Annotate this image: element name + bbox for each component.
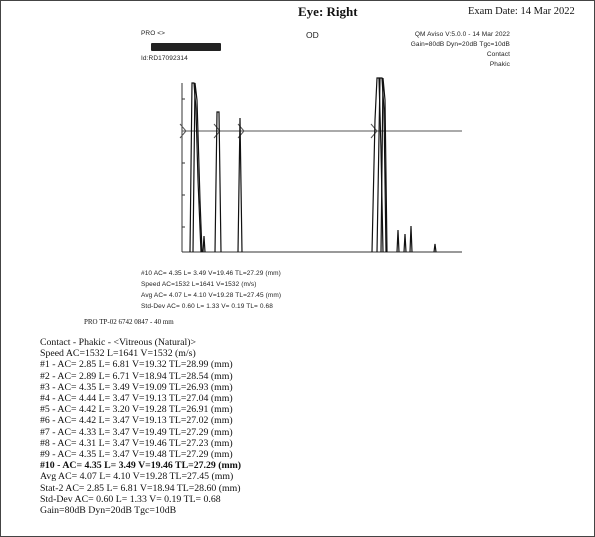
scan-summary-stddev: Std-Dev AC= 0.60 L= 1.33 V= 0.19 TL= 0.68 bbox=[141, 303, 273, 310]
device-lens: Phakic bbox=[489, 61, 510, 68]
scan-summary-avg: Avg AC= 4.07 L= 4.10 V=19.28 TL=27.45 (mm) bbox=[141, 292, 282, 299]
result-row: #6 - AC= 4.42 L= 3.47 V=19.13 TL=27.02 (mm) bbox=[40, 415, 233, 427]
measurement-results bbox=[40, 337, 241, 516]
patient-name-prefix: PRO <> bbox=[141, 30, 166, 37]
echo-spikes bbox=[190, 78, 436, 252]
result-row: Stat-2 AC= 2.85 L= 6.81 V=18.94 TL=28.60 (mm) bbox=[40, 482, 241, 494]
result-row: #7 - AC= 4.33 L= 3.47 V=19.49 TL=27.29 (mm) bbox=[40, 426, 233, 438]
device-mode: Contact bbox=[486, 51, 510, 58]
device-gain: Gain=80dB Dyn=20dB Tgc=10dB bbox=[410, 41, 510, 48]
scan-summary-measure: #10 AC= 4.35 L= 3.49 V=19.46 TL=27.29 (mm) bbox=[141, 270, 281, 277]
result-row: #5 - AC= 4.42 L= 3.20 V=19.28 TL=26.91 (mm) bbox=[40, 404, 233, 416]
result-row: Speed AC=1532 L=1641 V=1532 (m/s) bbox=[40, 348, 196, 360]
result-row: Std-Dev AC= 0.60 L= 1.33 V= 0.19 TL= 0.68 bbox=[40, 493, 221, 505]
device-version: QM Aviso V:5.0.0 - 14 Mar 2022 bbox=[414, 31, 510, 38]
result-row: Gain=80dB Dyn=20dB Tgc=10dB bbox=[40, 505, 177, 517]
page-title: Eye: Right bbox=[298, 4, 358, 19]
probe-info: PRO TP-02 6742 0847 - 40 mm bbox=[84, 318, 174, 326]
result-row: #2 - AC= 2.89 L= 6.71 V=18.94 TL=28.54 (mm) bbox=[40, 370, 233, 382]
scan-summary-speed: Speed AC=1532 L=1641 V=1532 (m/s) bbox=[141, 281, 257, 288]
result-row: #4 - AC= 4.44 L= 3.47 V=19.13 TL=27.04 (mm) bbox=[40, 393, 233, 405]
eye-label: OD bbox=[306, 30, 319, 40]
result-row: #9 - AC= 4.35 L= 3.47 V=19.48 TL=27.29 (mm) bbox=[40, 449, 233, 461]
result-row: Contact - Phakic - <Vitreous (Natural)> bbox=[40, 337, 197, 348]
result-row: #1 - AC= 2.85 L= 6.81 V=19.32 TL=28.99 (mm) bbox=[40, 359, 233, 371]
scan-summary bbox=[141, 268, 281, 312]
result-row: #10 - AC= 4.35 L= 3.49 V=19.46 TL=27.29 (mm) bbox=[40, 460, 242, 472]
result-row: Avg AC= 4.07 L= 4.10 V=19.28 TL=27.45 (mm) bbox=[40, 471, 234, 483]
result-row: #3 - AC= 4.35 L= 3.49 V=19.09 TL=26.93 (mm) bbox=[40, 381, 233, 393]
result-row: #8 - AC= 4.31 L= 3.47 V=19.46 TL=27.23 (mm) bbox=[40, 437, 233, 449]
exam-date: Exam Date: 14 Mar 2022 bbox=[468, 6, 575, 17]
patient-id: Id:RD17092314 bbox=[141, 55, 188, 62]
